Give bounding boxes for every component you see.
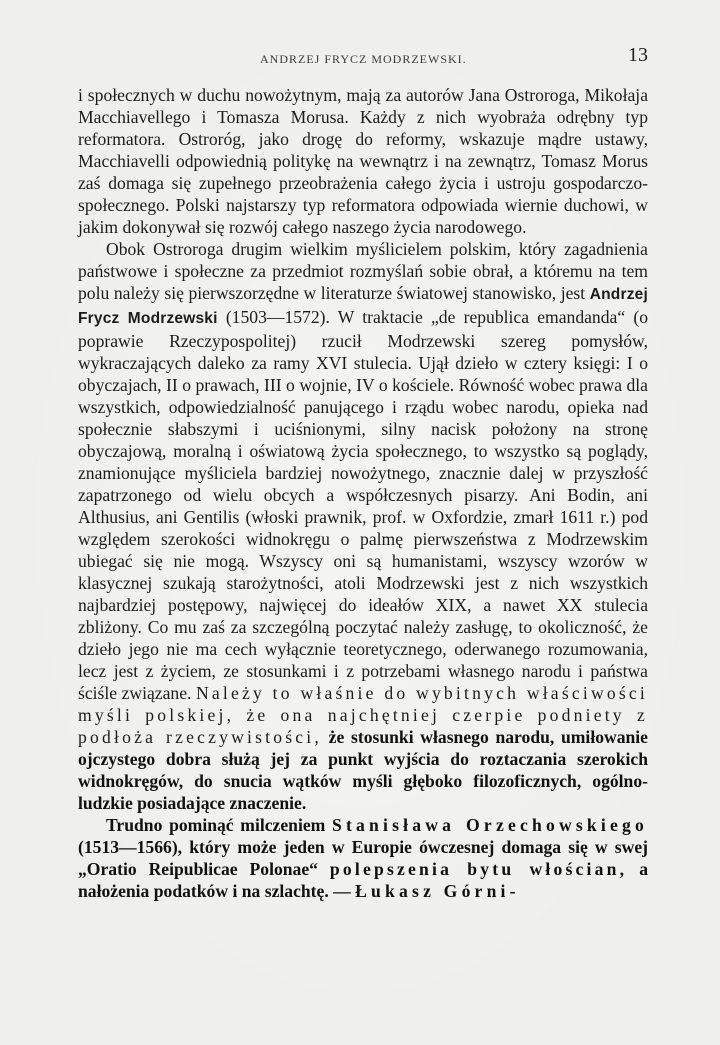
highlighted-name-modrzewski: Andrzej Frycz Modrzewski <box>78 286 648 327</box>
paragraph-2-part-2: (1503—1572). W traktacie „de republica emandanda“ (o poprawie Rzeczypospolitej) rzucił Modrzewski szereg pomysłów, wykraczających daleko za ramy XVI stulecia. Ujął dzieło w cztery księgi: I o obyczajach, II o prawach, III o wojnie, IV o kościele. Równość wobec prawa dla wszystkich, odpowiedzialność panującego i rządu wobec narodu, opieka nad społecznie słabszymi i uciśnionymi, silny nacisk położony na stronę obyczajową, moralną i oświatową życia społecznego, to wszystko są poglądy, znamionujące myśliciela bardziej nowożytnego, znacznie dalej w przyszłość zapatrzonego od wielu obcych a współczesnych pisarzy. Ani Bodin, ani Althusius, ani Gentilis (włoski prawnik, prof. w Oxfordzie, zmarł 1611 r.) pod względem szerokości widnokręgu o palmę pierwszeństwa z Modrzewskim ubiegać się nie mogą. Wszyscy oni są humanistami, wszyscy wzorów w klasycznej szukają starożytności, atoli Modrzewski jest z nich wszystkich najbardziej postępowy, najwięcej do ideałów XIX, a nawet XX stulecia zbliżony. Co mu zaś za szczególną poczytać należy zasługę, to okoliczność, że dzieło jego nie ma cech wyłącznie teoretycznego, oderwanego rozumowania, lecz jest z życiem, ze stosunkami i z potrzebami własnego narodu i państwa ściśle związane. <box>78 307 648 703</box>
paragraph-2 <box>78 238 648 814</box>
spaced-name-gornicki: Łukasz Górni- <box>355 881 520 901</box>
paragraph-1-text: i społecznych w duchu nowożytnym, mają za autorów Jana Ostroroga, Mikołaja Macchiavellego i Tomasza Morusa. Każdy z nich wyobraża odrębny typ reformatora. Ostroróg, jako drogę do reformy, wskazuje mądre ustawy, Macchiavelli odpowiednią politykę na wewnątrz i na zewnątrz, Tomasz Morus zaś domaga się zupełnego przeobrażenia całego życia i ustroju gospodarczo-społecznego. Polski najstarszy typ reformatora odpowiada wiernie duchowi, w jakim dokonywał się rozwój całego naszego życia narodowego. <box>78 85 648 237</box>
spaced-name-orzechowski: Stanisława Orzechowskiego <box>332 815 648 835</box>
paragraph-3-part-2: (1513—1566), który może jeden w Europie ówczesnej domaga się w swej „Oratio Reipublicae Polonae“ <box>78 837 648 879</box>
paragraph-3 <box>78 814 648 902</box>
running-head <box>80 44 650 74</box>
paragraph-3-part-3: a nałożenia podatków i na szlachtę. — <box>78 859 648 901</box>
body-text <box>78 84 648 902</box>
paragraph-3-part-1: Trudno pominąć milczeniem <box>106 815 332 835</box>
paragraph-2-part-3: że stosunki własnego narodu, umiłowanie ojczystego dobra służą jej za punkt wyjścia do roztaczania szerokich widnokręgów, do snucia wątków myśli głęboko filozoficznych, ogólno-ludzkie posiadające znaczenie. <box>78 727 648 813</box>
paragraph-1 <box>78 84 648 238</box>
spaced-emphasis-wloscian: polepszenia bytu włościan, <box>329 859 628 879</box>
paragraph-2-part-1: Obok Ostroroga drugim wielkim myślicielem polskim, który zagadnienia państwowe i społeczne za przedmiot rozmyślań sobie obrał, a któremu na tem polu należy się pierwszorzędne w literaturze światowej stanowisko, jest <box>78 239 648 303</box>
page-number: 13 <box>628 44 648 66</box>
running-title: ANDRZEJ FRYCZ MODRZEWSKI. <box>260 52 467 66</box>
spaced-emphasis: Należy to właśnie do wybitnych właściwości myśli polskiej, że ona najchętniej czerpie podniety z podłoża rzeczywistości, <box>78 683 649 747</box>
